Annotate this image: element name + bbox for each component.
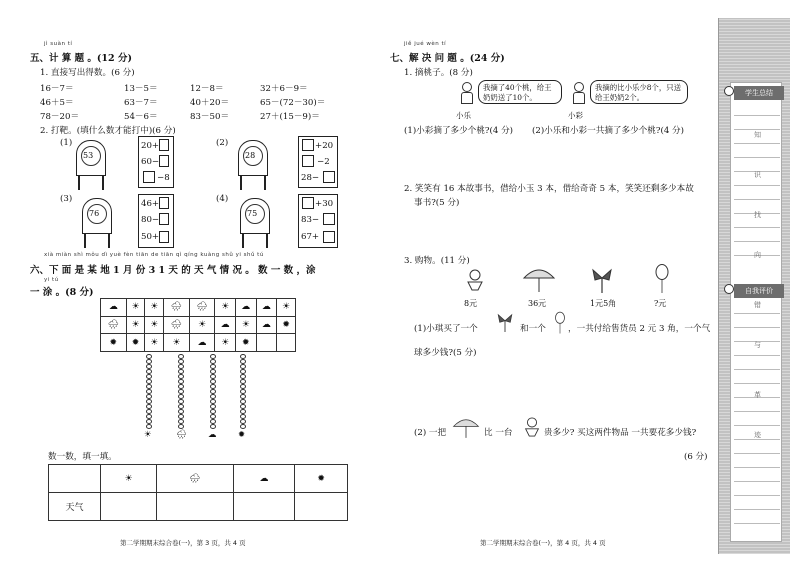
item-price: 8元 xyxy=(464,299,478,308)
target-number: 53 xyxy=(83,151,94,160)
target-label: (2) xyxy=(216,138,229,148)
bullet-icon xyxy=(724,284,734,294)
bead-circle[interactable] xyxy=(240,424,246,429)
sec5-title: 五、计 算 题 。(12 分) xyxy=(30,53,132,64)
weather-cell: ☀ xyxy=(215,299,236,317)
target-label: (1) xyxy=(60,138,73,148)
sidebar-lines xyxy=(734,102,780,270)
footer-right: 第二学期期末综合卷(一)，第 4 页，共 4 页 xyxy=(480,539,606,547)
answer-blank[interactable] xyxy=(323,213,335,225)
weather-cell: ✹ xyxy=(126,334,145,352)
q3a-part: 和一个 xyxy=(520,324,546,334)
umbrella-icon xyxy=(522,266,556,294)
sec6-title2: 一 涂 。(8 分) xyxy=(30,287,94,298)
weather-cell: ☁ xyxy=(256,316,277,334)
target-answer-box xyxy=(298,194,338,248)
target-row: 83− xyxy=(301,215,320,225)
sec7-title: 七、解 决 问 题 。(24 分) xyxy=(390,53,505,64)
table-cell: ✹ xyxy=(295,465,348,493)
answer-blank[interactable] xyxy=(302,197,314,209)
chart-icon: 🌧 xyxy=(176,430,187,440)
sidebar-char: 革 xyxy=(754,391,761,399)
child-figure-icon xyxy=(458,82,476,104)
target-row: 80− xyxy=(141,215,160,225)
speech-bubble: 我摘了40个桃，给王奶奶送了10个。 xyxy=(478,80,562,104)
target-row: 28− xyxy=(301,173,320,183)
weather-cell: 🌧 xyxy=(164,299,190,317)
balloon-icon xyxy=(654,264,670,294)
weather-cell xyxy=(277,334,296,352)
target-row: 60− xyxy=(141,157,160,167)
weather-cell: 🌧 xyxy=(164,316,190,334)
q3: 3. 购物。(11 分) xyxy=(404,256,470,266)
target-board xyxy=(240,198,270,248)
chart-icon: ✹ xyxy=(238,430,246,440)
weather-cell: ☀ xyxy=(235,316,256,334)
calc-item: 32＋6－9＝ xyxy=(260,84,308,94)
target-board xyxy=(76,140,106,190)
weather-cell: ☀ xyxy=(189,316,215,334)
chart-icon: ☁ xyxy=(208,430,217,440)
q3b-part: 贵多少? 买这两件物品 一共要花多少钱? xyxy=(544,428,697,438)
target-label: (4) xyxy=(216,194,229,204)
sidebar-char: 迹 xyxy=(754,431,761,439)
item-price: 1元5角 xyxy=(590,299,617,308)
q3a-part: 球多少钱?(5 分) xyxy=(414,348,477,358)
weather-cell: ☀ xyxy=(145,299,164,317)
weather-grid xyxy=(100,298,296,352)
sidebar-char: 找 xyxy=(754,211,761,219)
chart-icon: ☀ xyxy=(144,430,152,440)
q2a: 2. 笑笑有 16 本故事书，借给小玉 3 本，借给奇奇 5 本，笑笑还剩多少本故 xyxy=(404,184,694,194)
target-row: 20+ xyxy=(141,141,160,151)
item-price: 36元 xyxy=(528,299,547,308)
target-row: 46+ xyxy=(141,199,160,209)
count-input[interactable] xyxy=(156,493,233,521)
bead-circle[interactable] xyxy=(146,424,152,429)
target-row: +30 xyxy=(315,199,334,209)
sidebar-char: 错 xyxy=(754,301,761,309)
calc-item: 40＋20＝ xyxy=(190,98,230,108)
sidebar-lines xyxy=(734,300,780,538)
sec7-pinyin: jiě jué wèn tí xyxy=(404,41,447,47)
count-input[interactable] xyxy=(101,493,157,521)
target-row: −8 xyxy=(157,173,170,183)
weather-cell: ☀ xyxy=(215,334,236,352)
weather-cell: ✹ xyxy=(101,334,127,352)
table-row-label: 天气 xyxy=(49,493,101,521)
sec5-q2: 2. 打靶。(填什么数才能打中)(6 分) xyxy=(40,126,176,136)
count-input[interactable] xyxy=(233,493,295,521)
weather-cell: ☀ xyxy=(126,299,145,317)
weather-cell: ✹ xyxy=(235,334,256,352)
calc-item: 83－50＝ xyxy=(190,112,230,122)
q1b: (2)小乐和小彩一共摘了多少个桃?(4 分) xyxy=(532,126,684,136)
target-number: 75 xyxy=(247,209,258,218)
answer-blank[interactable] xyxy=(159,231,169,243)
weather-cell: ☁ xyxy=(101,299,127,317)
answer-blank[interactable] xyxy=(159,197,169,209)
coloring-chart xyxy=(140,354,260,430)
calc-item: 27＋(15－9)＝ xyxy=(260,112,320,122)
target-number: 76 xyxy=(89,209,100,218)
target-label: (3) xyxy=(60,194,73,204)
target-row: −2 xyxy=(317,157,330,167)
q1a: (1)小彩摘了多少个桃?(4 分) xyxy=(404,126,514,136)
bead-circle[interactable] xyxy=(178,424,184,429)
weather-cell: ✹ xyxy=(277,316,296,334)
target-answer-box xyxy=(138,194,174,248)
sec6-pinyin: xià miàn shì mǒu dì yuè fèn tiān de tiān qì qíng kuàng shǔ yi shǔ tú xyxy=(44,252,264,258)
q3a-part: (1)小琪买了一个 xyxy=(414,324,478,334)
footer-left: 第二学期期末综合卷(一)，第 3 页，共 4 页 xyxy=(120,539,246,547)
sidebar-char: 知 xyxy=(754,131,761,139)
toy-plane-icon xyxy=(464,268,486,292)
sidebar-char: 向 xyxy=(754,251,761,259)
calc-item: 46＋5＝ xyxy=(40,98,74,108)
table-cell: 🌧 xyxy=(156,465,233,493)
pinwheel-icon xyxy=(496,312,514,334)
weather-cell: ☁ xyxy=(256,299,277,317)
weather-cell: ☁ xyxy=(189,334,215,352)
table-cell: ☀ xyxy=(101,465,157,493)
sec7-q1: 1. 摘桃子。(8 分) xyxy=(404,68,473,78)
target-number: 28 xyxy=(245,151,256,160)
weather-cell: ☀ xyxy=(277,299,296,317)
count-table xyxy=(48,464,348,521)
toy-plane-icon xyxy=(522,416,542,438)
answer-blank[interactable] xyxy=(159,139,169,151)
weather-cell: 🌧 xyxy=(101,316,127,334)
calc-item: 12－8＝ xyxy=(190,84,224,94)
calc-item: 13－5＝ xyxy=(124,84,158,94)
weather-cell xyxy=(256,334,277,352)
sidebar-tag: 学生总结 xyxy=(734,86,784,100)
target-board xyxy=(82,198,112,248)
weather-cell: ☀ xyxy=(164,334,190,352)
q3b-part: (2) 一把 xyxy=(414,428,447,438)
weather-cell: ☁ xyxy=(215,316,236,334)
weather-cell: ☀ xyxy=(145,334,164,352)
sec6-title: 六、下 面 是 某 地 1 月 份 3 1 天 的 天 气 情 况 。 数 一 数 ，涂 xyxy=(30,265,316,276)
bullet-icon xyxy=(724,86,734,96)
weather-cell: ☀ xyxy=(145,316,164,334)
answer-blank[interactable] xyxy=(302,139,314,151)
speech-bubble: 我摘的比小乐少8个，只送给王奶奶2个。 xyxy=(590,80,688,104)
table-cell xyxy=(49,465,101,493)
q3b-score: (6 分) xyxy=(684,452,708,462)
target-board xyxy=(238,140,268,190)
answer-blank[interactable] xyxy=(323,171,335,183)
child-name: 小彩 xyxy=(568,111,583,120)
target-row: 50+ xyxy=(141,232,160,242)
target-row: 67+ xyxy=(301,232,320,242)
sec5-q1: 1. 直接写出得数。(6 分) xyxy=(40,68,135,78)
pinwheel-icon xyxy=(590,268,614,294)
calc-item: 54－6＝ xyxy=(124,112,158,122)
q2b: 事书?(5 分) xyxy=(414,198,460,208)
umbrella-icon xyxy=(452,416,480,440)
child-name: 小乐 xyxy=(456,111,471,120)
child-figure-icon xyxy=(570,82,588,104)
calc-item: 63－7＝ xyxy=(124,98,158,108)
sidebar-char: 识 xyxy=(754,171,761,179)
table-cell: ☁ xyxy=(233,465,295,493)
sidebar-tag: 自我评价 xyxy=(734,284,784,298)
sec5-pinyin: jì suàn tí xyxy=(44,41,73,47)
q3a-part: ，一共付给售货员 2 元 3 角，一个气 xyxy=(568,324,711,334)
target-row: +20 xyxy=(315,141,334,151)
item-price: ?元 xyxy=(654,299,667,308)
calc-item: 16－7＝ xyxy=(40,84,74,94)
answer-blank[interactable] xyxy=(143,171,155,183)
target-answer-box xyxy=(298,136,338,188)
answer-blank[interactable] xyxy=(323,231,335,243)
count-input[interactable] xyxy=(295,493,348,521)
sidebar-char: 与 xyxy=(754,341,761,349)
calc-item: 65－(72－30)＝ xyxy=(260,98,326,108)
weather-cell: 🌧 xyxy=(189,299,215,317)
target-answer-box xyxy=(138,136,174,188)
balloon-icon xyxy=(554,310,566,336)
calc-item: 78－20＝ xyxy=(40,112,80,122)
count-label: 数一数，填一填。 xyxy=(48,452,117,462)
q3b-part: 比 一台 xyxy=(484,428,513,438)
bead-circle[interactable] xyxy=(210,424,216,429)
sec6-pinyin2: yi tú xyxy=(44,277,59,283)
answer-blank[interactable] xyxy=(302,155,314,167)
answer-blank[interactable] xyxy=(159,213,169,225)
answer-blank[interactable] xyxy=(159,155,169,167)
weather-cell: ☀ xyxy=(126,316,145,334)
weather-cell: ☁ xyxy=(235,299,256,317)
